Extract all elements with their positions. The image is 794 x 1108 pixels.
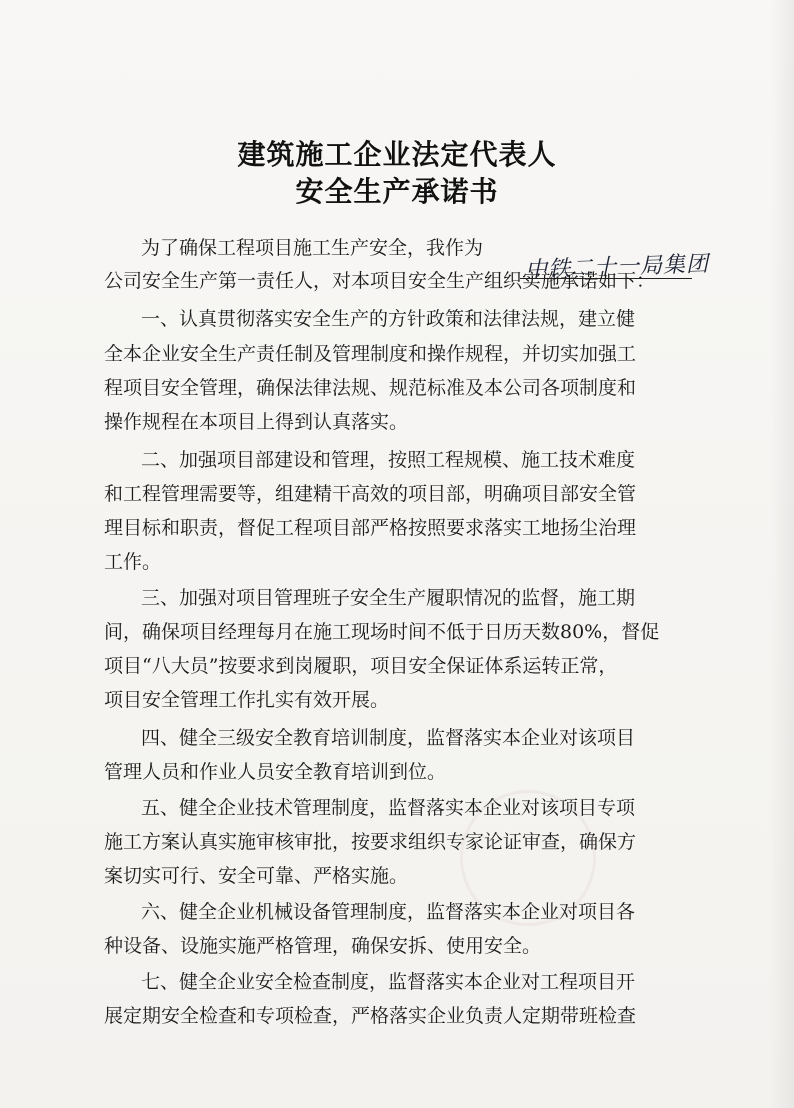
- body-text-line: 施工方案认真实施审核审批，按要求组织专家论证审查，确保方: [104, 831, 637, 853]
- body-text-line: 展定期安全检查和专项检查，严格落实企业负责人定期带班检查: [104, 1005, 637, 1027]
- body-text-line: 五、健全企业技术管理制度，监督落实本企业对该项目专项: [141, 797, 636, 819]
- body-text-line: 二、加强项目部建设和管理，按照工程规模、施工技术难度: [141, 449, 636, 471]
- body-text-line: 项目安全管理工作扎实有效开展。: [104, 689, 390, 711]
- body-text-line: 和工程管理需要等，组建精干高效的项目部，明确项目部安全管: [104, 483, 637, 505]
- body-text-line: 案切实可行、安全可靠、严格实施。: [104, 865, 409, 887]
- body-text-line: 四、健全三级安全教育培训制度，监督落实本企业对该项目: [141, 727, 636, 749]
- faint-seal-bleed: [460, 790, 596, 926]
- body-text-line: 操作规程在本项目上得到认真落实。: [104, 411, 409, 433]
- handwritten-company-name: 中铁二十一局集团: [524, 251, 710, 284]
- body-text-line: 项目“八大员”按要求到岗履职，项目安全保证体系运转正常，: [104, 655, 618, 677]
- body-text-line: 理目标和职责，督促工程项目部严格按照要求落实工地扬尘治理: [104, 517, 637, 539]
- body-text-line: 七、健全企业安全检查制度，监督落实本企业对工程项目开: [141, 971, 636, 993]
- document-title-line-1: 建筑施工企业法定代表人: [237, 138, 557, 171]
- body-text-line: 工作。: [104, 551, 162, 573]
- body-text-line: 间，确保项目经理每月在施工现场时间不低于日历天数80%，督促: [104, 621, 660, 643]
- document-title-line-2: 安全生产承诺书: [295, 175, 499, 208]
- body-text-line: 种设备、设施实施严格管理，确保安拆、使用安全。: [104, 935, 542, 957]
- body-text-line: 三、加强对项目管理班子安全生产履职情况的监督，施工期: [141, 587, 636, 609]
- body-text-line: 程项目安全管理，确保法律法规、规范标准及本公司各项制度和: [104, 377, 637, 399]
- intro-line-2: 公司安全生产第一责任人，对本项目安全生产组织实施承诺如下：: [104, 270, 656, 292]
- body-text-line: 全本企业安全生产责任制及管理制度和操作规程，并切实加强工: [104, 343, 637, 365]
- body-text-line: 管理人员和作业人员安全教育培训到位。: [104, 761, 447, 783]
- body-text-line: 一、认真贯彻落实安全生产的方针政策和法律法规，建立健: [141, 308, 636, 330]
- intro-line-1: 为了确保工程项目施工生产安全，我作为: [141, 237, 484, 259]
- body-text-line: 六、健全企业机械设备管理制度，监督落实本企业对项目各: [141, 901, 636, 923]
